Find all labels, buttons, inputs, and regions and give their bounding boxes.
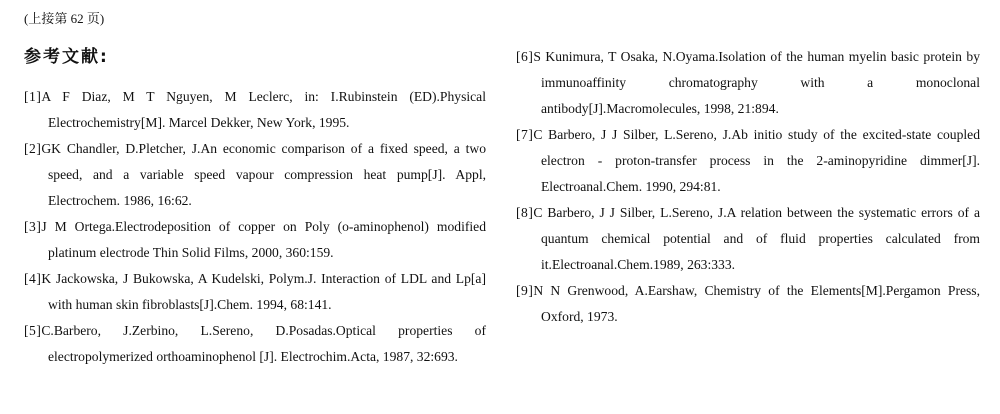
reference-text: S Kunimura, T Osaka, N.Oyama.Isolation of the human myelin basic protein by immunoaffinity chromatography with a monoclonal antibody[J].Macromolecules, 1998, 21:894. — [533, 49, 980, 116]
reference-number: [4] — [24, 271, 42, 286]
reference-text: A F Diaz, M T Nguyen, M Leclerc, in: I.Rubinstein (ED).Physical Electrochemistry[M]. Marcel Dekker, New York, 1995. — [41, 89, 486, 130]
reference-text: C Barbero, J J Silber, L.Sereno, J.A relation between the systematic errors of a quantum chemical potential and of fluid properties calculated from it.Electroanal.Chem.1989, 263:333. — [533, 205, 980, 272]
reference-number: [2] — [24, 141, 42, 156]
reference-number: [5] — [24, 323, 42, 338]
reference-item — [516, 44, 980, 122]
references-heading: 参考文献: — [24, 47, 109, 67]
reference-item — [24, 136, 486, 214]
reference-item — [516, 122, 980, 200]
reference-number: [1] — [24, 89, 42, 104]
reference-text: C.Barbero, J.Zerbino, L.Sereno, D.Posadas.Optical properties of electropolymerized orthoaminophenol [J]. Electrochim.Acta, 1987, 32:693. — [41, 323, 486, 364]
reference-item — [24, 214, 486, 266]
reference-number: [3] — [24, 219, 42, 234]
reference-item — [24, 84, 486, 136]
references-list-right — [516, 44, 980, 330]
reference-item — [24, 318, 486, 370]
reference-text: GK Chandler, D.Pletcher, J.An economic comparison of a fixed speed, a two speed, and a variable speed vapour compression heat pump[J]. Appl, Electrochem. 1986, 16:62. — [41, 141, 486, 208]
reference-text: N N Grenwood, A.Earshaw, Chemistry of the Elements[M].Pergamon Press, Oxford, 1973. — [533, 283, 980, 324]
reference-item — [516, 200, 980, 278]
reference-number: [8] — [516, 205, 534, 220]
reference-number: [7] — [516, 127, 534, 142]
reference-text: J M Ortega.Electrodeposition of copper on Poly (o-aminophenol) modified platinum electrode Thin Solid Films, 2000, 360:159. — [41, 219, 486, 260]
reference-number: [6] — [516, 49, 534, 64]
references-list-left — [24, 84, 486, 370]
reference-item — [516, 278, 980, 330]
reference-number: [9] — [516, 283, 534, 298]
reference-item — [24, 266, 486, 318]
continued-from-note: (上接第 62 页) — [24, 11, 105, 26]
reference-text: K Jackowska, J Bukowska, A Kudelski, Polym.J. Interaction of LDL and Lp[a] with human skin fibroblasts[J].Chem. 1994, 68:141. — [41, 271, 486, 312]
reference-text: C Barbero, J J Silber, L.Sereno, J.Ab initio study of the excited-state coupled electron - proton-transfer process in the 2-aminopyridine dimmer[J]. Electroanal.Chem. 1990, 294:81. — [533, 127, 980, 194]
